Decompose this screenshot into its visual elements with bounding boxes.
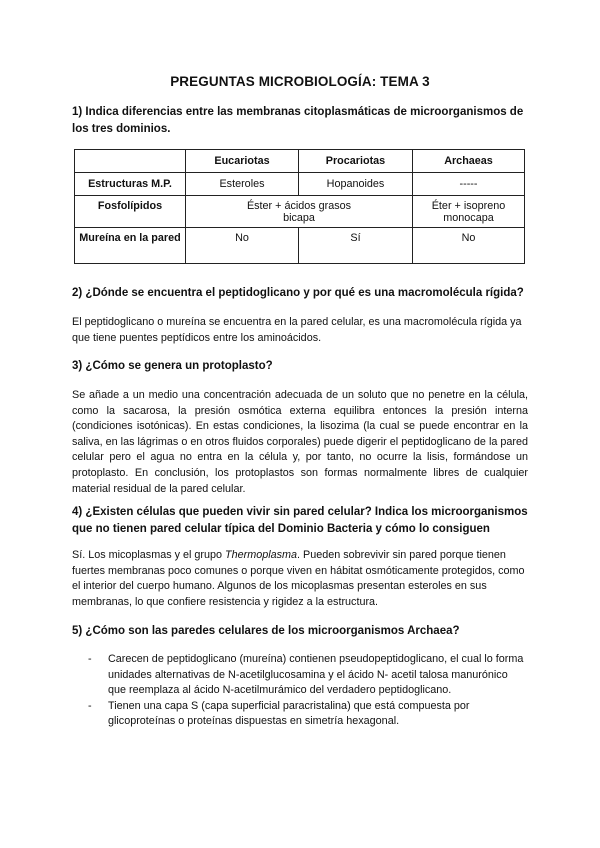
cell-euc-estructuras: Esteroles	[186, 173, 299, 196]
page-title: PREGUNTAS MICROBIOLOGÍA: TEMA 3	[170, 74, 430, 89]
cell-line: Éter + isopreno	[431, 200, 506, 212]
archaea-wall-list	[88, 652, 528, 730]
answer-4-text-cont: . Pueden sobrevivir sin pared porque tienen fuertes membranas poco comunes o porque viven en hábitat osmóticamente protegidos, como el interior del cuerpo humano. Algunos de los micoplasmas presentan esteroles en sus membranas, lo que confiere resistencia y rigidez a la estructura.	[72, 549, 525, 608]
list-item-text: Carecen de peptidoglicano (mureína) contienen pseudopeptidoglicano, el cual lo forma unidades alternativas de N-acetilglucosamina y el ácido N- acetil talosa manurónico que reemplaza al ácido N-acetilmurámico del verdadero peptidoglicano.	[108, 653, 524, 697]
cell-line: bicapa	[283, 212, 315, 224]
answer-3: Se añade a un medio una concentración adecuada de un soluto que no penetre en la célula, como la sacarosa, la presión osmótica externa equilibra entonces la presión interna (condiciones isotónicas). En estas condiciones, la lisozima (la cual se puede encontrar en la saliva, en las lágrimas o en otros fluidos corporales) puede digerir el peptidoglicano de la pared celular pero el agua no entra en la célula y, por tanto, no ocurre la lisis, formándose un protoplasto. En conclusión, los protoplastos son formas normalmente libres de cualquier material residual de la pared celular.	[72, 389, 528, 495]
answer-4-italic: Thermoplasma	[225, 549, 298, 561]
list-item	[88, 699, 528, 730]
row-label-fosfolipidos: Fosfolípidos	[75, 196, 186, 228]
answer-4	[72, 548, 528, 610]
membrane-comparison-table	[74, 149, 525, 264]
row-label-mureina: Mureína en la pared	[75, 228, 186, 264]
cell-arc-mureina: No	[413, 228, 525, 264]
table-row	[75, 173, 525, 196]
table-header-row	[75, 150, 525, 173]
table-row	[75, 228, 525, 264]
question-1: 1) Indica diferencias entre las membranas citoplasmáticas de microorganismos de los tres dominios.	[72, 106, 524, 135]
cell-arc-fosfolipidos	[413, 196, 525, 228]
cell-line: monocapa	[443, 212, 494, 224]
table-header-procariotas: Procariotas	[299, 150, 413, 173]
list-dash: -	[88, 699, 92, 712]
table-row	[75, 196, 525, 228]
cell-arc-estructuras: -----	[413, 173, 525, 196]
cell-line: Éster + ácidos grasos	[246, 200, 352, 212]
list-item	[88, 652, 528, 699]
row-label-estructuras: Estructuras M.P.	[75, 173, 186, 196]
cell-pro-estructuras: Hopanoides	[299, 173, 413, 196]
cell-euc-mureina: No	[186, 228, 299, 264]
table-header-eucariotas: Eucariotas	[186, 150, 299, 173]
question-4: 4) ¿Existen células que pueden vivir sin pared celular? Indica los microorganismos que no tienen pared celular típica del Dominio Bacteria y cómo lo consiguen	[72, 506, 528, 535]
question-3: 3) ¿Cómo se genera un protoplasto?	[72, 360, 273, 372]
question-5: 5) ¿Cómo son las paredes celulares de los microorganismos Archaea?	[72, 625, 460, 637]
table-header-archaeas: Archaeas	[413, 150, 525, 173]
list-dash: -	[88, 653, 92, 665]
cell-pro-mureina: Sí	[299, 228, 413, 264]
answer-4-text: Sí. Los micoplasmas y el grupo	[72, 549, 226, 561]
cell-euc-pro-fosfolipidos	[186, 196, 413, 228]
answer-2: El peptidoglicano o mureína se encuentra en la pared celular, es una macromolécula rígida ya que tiene puentes peptídicos entre los aminoácidos.	[72, 316, 522, 344]
table-header-empty	[75, 150, 186, 173]
list-item-text: Tienen una capa S (capa superficial paracristalina) que está compuesta por glicoproteínas o proteínas dispuestas en simetría hexagonal.	[108, 699, 470, 728]
question-2: 2) ¿Dónde se encuentra el peptidoglicano y por qué es una macromolécula rígida?	[72, 287, 524, 299]
